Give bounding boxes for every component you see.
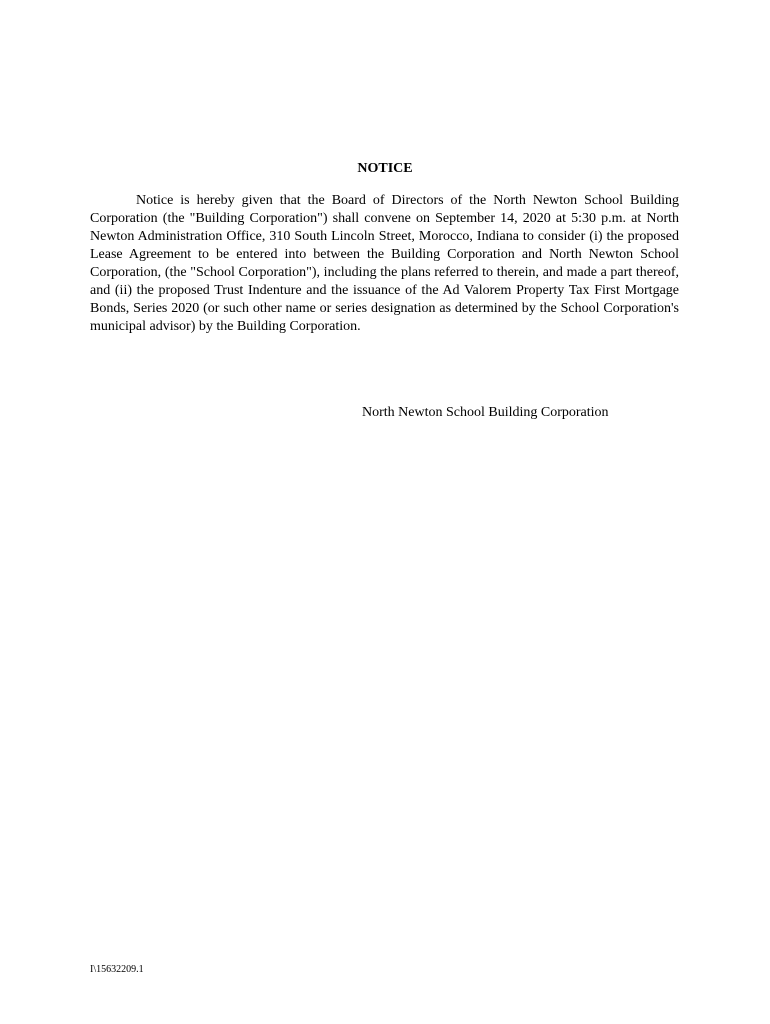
document-id: I\15632209.1 — [90, 964, 144, 975]
signature-line: North Newton School Building Corporation — [362, 405, 609, 420]
notice-title: NOTICE — [357, 161, 413, 176]
notice-body: Notice is hereby given that the Board of Directors of the North Newton School Building Corporation (the "Building Corporation") shall convene on September 14, 2020 at 5:30 p.m. at North Newton Administration Office, 310 South Lincoln Street, Morocco, Indiana to consider (i) the proposed Lease Agreement to be entered into between the Building Corporation and North Newton School Corporation, (the "School Corporation"), including the plans referred to therein, and made a part thereof, and (ii) the proposed Trust Indenture and the issuance of the Ad Valorem Property Tax First Mortgage Bonds, Series 2020 (or such other name or series designation as determined by the School Corporation's municipal advisor) by the Building Corporation. — [90, 193, 679, 334]
